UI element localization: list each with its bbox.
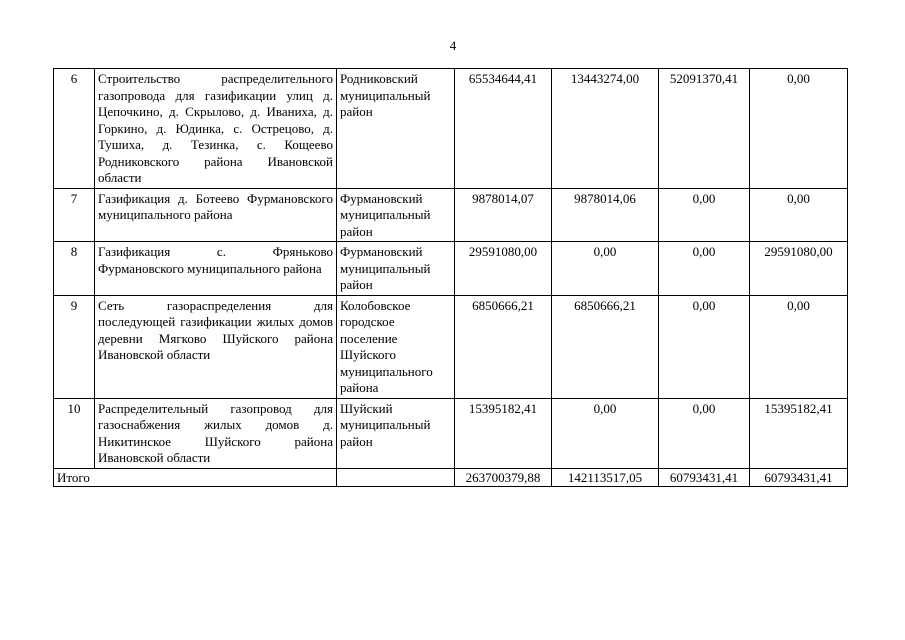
totals-col2-cell: 142113517,05: [552, 468, 659, 487]
row-number-cell: 10: [54, 398, 95, 468]
amount-col4-cell: 0,00: [750, 69, 848, 189]
table-row: [54, 398, 848, 468]
totals-col3-cell: 60793431,41: [659, 468, 750, 487]
amount-col4-cell: 29591080,00: [750, 242, 848, 296]
total-amount-cell: 6850666,21: [455, 295, 552, 398]
project-name-cell: Строительство распределительного газопровода для газификации улиц д. Цепочкино, д. Скрылово, д. Иваниха, д. Горкино, д. Юдинка, с. Острецово, д. Тушиха, д. Тезинка, с. Кощеево Родниковского района Ивановской области: [95, 69, 337, 189]
total-amount-cell: 29591080,00: [455, 242, 552, 296]
row-number-cell: 7: [54, 188, 95, 242]
amount-col3-cell: 0,00: [659, 398, 750, 468]
municipality-cell: Шуйский муниципальный район: [337, 398, 455, 468]
amount-col2-cell: 0,00: [552, 398, 659, 468]
amount-col4-cell: 0,00: [750, 295, 848, 398]
municipality-cell: Фурмановский муниципальный район: [337, 242, 455, 296]
totals-label: Итого: [54, 468, 337, 487]
funding-table: [53, 68, 848, 487]
amount-col2-cell: 6850666,21: [552, 295, 659, 398]
row-number-cell: 8: [54, 242, 95, 296]
totals-empty-cell: [337, 468, 455, 487]
municipality-cell: Колобовское городское поселение Шуйского муниципального района: [337, 295, 455, 398]
row-number-cell: 6: [54, 69, 95, 189]
amount-col2-cell: 9878014,06: [552, 188, 659, 242]
total-amount-cell: 65534644,41: [455, 69, 552, 189]
table-row: [54, 69, 848, 189]
amount-col2-cell: 13443274,00: [552, 69, 659, 189]
project-name-cell: Газификация д. Ботеево Фурмановского муниципального района: [95, 188, 337, 242]
amount-col2-cell: 0,00: [552, 242, 659, 296]
amount-col3-cell: 0,00: [659, 295, 750, 398]
table-row: [54, 188, 848, 242]
amount-col3-cell: 52091370,41: [659, 69, 750, 189]
page-number: 4: [449, 38, 457, 53]
amount-col4-cell: 15395182,41: [750, 398, 848, 468]
table-row: [54, 295, 848, 398]
amount-col3-cell: 0,00: [659, 242, 750, 296]
project-name-cell: Распределительный газопровод для газоснабжения жилых домов д. Никитинское Шуйского района Ивановской области: [95, 398, 337, 468]
project-name-cell: Газификация с. Фряньково Фурмановского муниципального района: [95, 242, 337, 296]
municipality-cell: Родниковский муниципальный район: [337, 69, 455, 189]
totals-total-cell: 263700379,88: [455, 468, 552, 487]
table-body: [54, 69, 848, 487]
total-amount-cell: 9878014,07: [455, 188, 552, 242]
total-amount-cell: 15395182,41: [455, 398, 552, 468]
amount-col4-cell: 0,00: [750, 188, 848, 242]
totals-row: [54, 468, 848, 487]
amount-col3-cell: 0,00: [659, 188, 750, 242]
row-number-cell: 9: [54, 295, 95, 398]
project-name-cell: Сеть газораспределения для последующей газификации жилых домов деревни Мягково Шуйского района Ивановской области: [95, 295, 337, 398]
totals-col4-cell: 60793431,41: [750, 468, 848, 487]
table-row: [54, 242, 848, 296]
municipality-cell: Фурмановский муниципальный район: [337, 188, 455, 242]
